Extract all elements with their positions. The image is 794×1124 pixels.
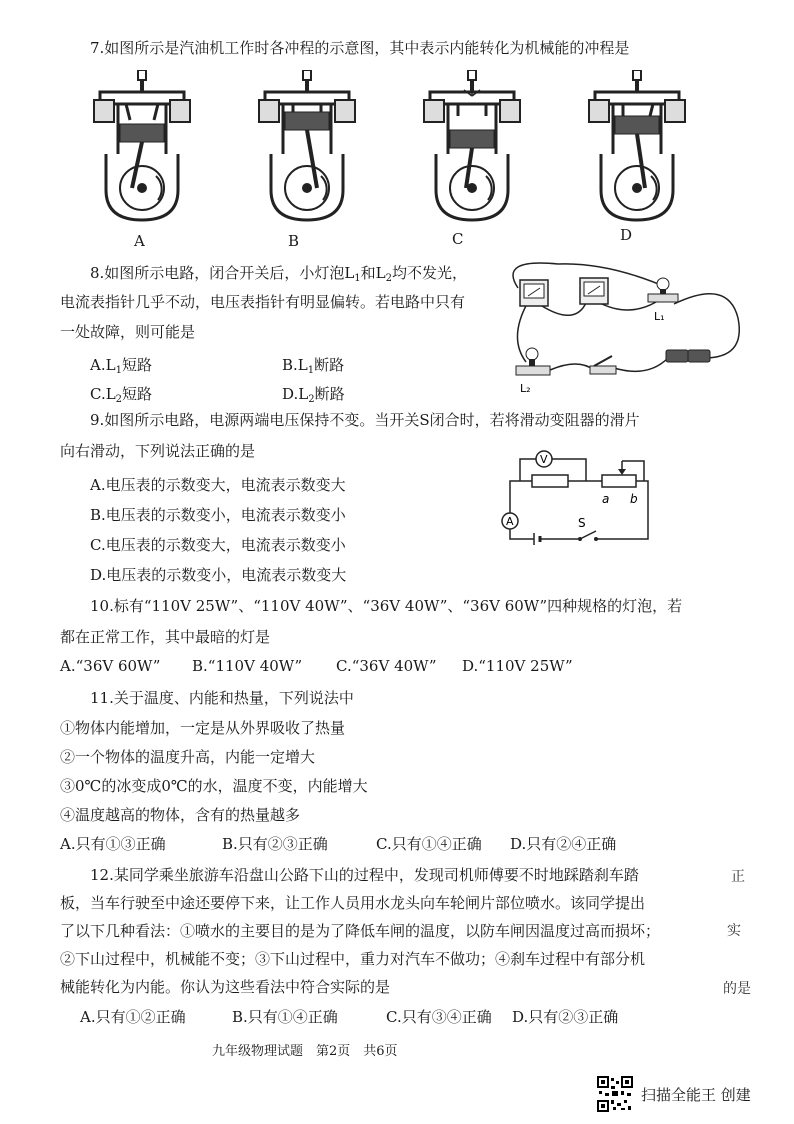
q11-statement-1: ①物体内能增加，一定是从外界吸收了热量 [60,719,346,737]
q9-option-c: C.电压表的示数变大，电流表示数变小 [90,536,346,554]
page-footer: 九年级物理试题 第2页 共6页 [212,1044,398,1059]
q10-option-b: B.“110V 40W” [192,657,303,675]
q8-stem-line3: 一处故障，则可能是 [60,323,196,341]
q12-option-d: D.只有②③正确 [512,1008,619,1026]
q9-option-b: B.电压表的示数变小，电流表示数变小 [90,506,346,524]
q8-option-c: $C.L_2$短路 [90,385,153,405]
q10-stem-line2: 都在正常工作，其中最暗的灯是 [60,628,271,646]
margin-fragment-3: 的是 [723,981,751,997]
q12-option-c: C.只有③④正确 [386,1008,492,1026]
q8-ammeter [580,278,608,304]
q8-stem-line2: 电流表指针几乎不动，电压表指针有明显偏转。若电路中只有 [60,293,466,311]
q10-option-a: A.“36V 60W” [60,657,161,675]
q11-option-b: B.只有②③正确 [222,835,328,853]
qr-code-icon [597,1076,633,1112]
q11-option-a: A.只有①③正确 [60,835,166,853]
q7-engine-diagrams [80,70,700,230]
q7-label-c: C [452,230,464,248]
q8-switch [590,356,616,374]
q10-option-c: C.“36V 40W” [336,657,437,675]
q7-label-b: B [288,232,300,250]
q9-voltmeter-label: V [540,453,548,466]
q9-option-a: A.电压表的示数变大，电流表示数变大 [90,476,346,494]
q11-stem: 11.关于温度、内能和热量，下列说法中 [90,689,354,707]
q8-label-l1: L₁ [654,310,665,323]
q11-option-c: C.只有①④正确 [376,835,482,853]
q8-stem-line1: 8.如图所示电路，闭合开关后，小灯泡$L_1$和$L_2$均不发光， [90,264,468,284]
q12-stem-line2: 板，当车行驶至中途还要停下来，让工作人员用水龙头向车轮闸片部位喷水。该同学提出 [60,894,646,912]
q8-battery [666,350,710,362]
q10-stem-line1: 10.标有“110V 25W”、“110V 40W”、“36V 40W”、“36V 60W”四种规格的灯泡，若 [90,597,683,615]
q7-label-d: D [620,226,633,244]
q12-option-b: B.只有①④正确 [232,1008,338,1026]
q7-stem: 7.如图所示是汽油机工作时各冲程的示意图，其中表示内能转化为机械能的冲程是 [90,39,630,57]
q9-circuit-figure [498,443,668,555]
margin-fragment-1: 正 [731,869,745,885]
q8-label-l2: L₂ [520,382,531,395]
q8-voltmeter [520,280,548,306]
q8-circuit-figure [498,258,746,404]
q10-option-d: D.“110V 25W” [462,657,573,675]
q11-statement-3: ③0℃的冰变成0℃的水，温度不变，内能增大 [60,777,368,795]
q12-option-a: A.只有①②正确 [80,1008,186,1026]
q7-label-a: A [134,232,145,250]
q12-stem-line3: 了以下几种看法：①喷水的主要目的是为了降低车闸的温度，以防车闸因温度过高而损坏； [60,922,661,940]
q12-stem-line5: 械能转化为内能。你认为这些看法中符合实际的是 [60,978,391,996]
q12-stem-line1: 12.某同学乘坐旅游车沿盘山公路下山的过程中，发现司机师傅要不时地踩踏刹车踏 [90,866,639,884]
q11-statement-4: ④温度越高的物体，含有的热量越多 [60,806,301,824]
q12-stem-line4: ②下山过程中，机械能不变；③下山过程中，重力对汽车不做功；④刹车过程中有部分机 [60,950,646,968]
q8-option-b: $B.L_1$断路 [282,356,345,376]
q8-option-a: $A.L_1$短路 [90,356,152,376]
q9-option-d: D.电压表的示数变小，电流表示数变大 [90,566,347,584]
q9-label-a: a [602,492,610,506]
q9-stem-line2: 向右滑动，下列说法正确的是 [60,442,256,460]
q9-label-b: b [630,492,638,506]
q8-option-d: $D.L_2$断路 [282,385,345,405]
q9-ammeter-label: A [506,515,514,528]
margin-fragment-2: 实 [727,923,741,939]
q11-option-d: D.只有②④正确 [510,835,617,853]
q9-stem-line1: 9.如图所示电路，电源两端电压保持不变。当开关S闭合时，若将滑动变阻器的滑片 [90,411,640,429]
q11-statement-2: ②一个物体的温度升高，内能一定增大 [60,748,316,766]
scanner-watermark: 扫描全能王 创建 [641,1086,751,1104]
q9-switch-label: S [578,516,586,530]
